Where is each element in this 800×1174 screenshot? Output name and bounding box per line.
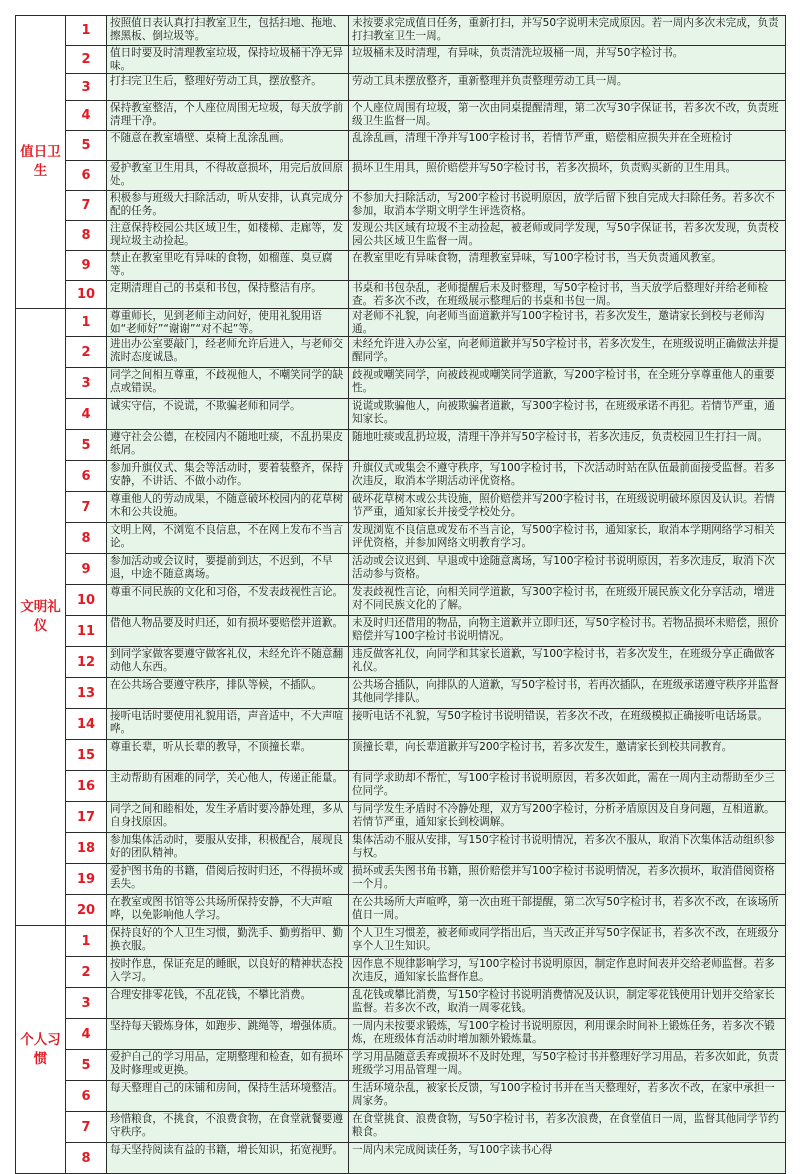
rule-penalty: 未及时归还借用的物品，向物主道歉并立即归还，写50字检讨书。若物品损坏未赔偿，照价赔偿并写100字检讨书说明情况。 [349,616,786,647]
rule-requirement: 进出办公室要敲门，经老师允许后进入，与老师交流时态度诚恳。 [107,337,349,368]
rule-number: 7 [66,1112,107,1143]
rule-penalty: 未按要求完成值日任务，重新打扫，并写50字说明未完成原因。若一周内多次未完成，负责打扫教室卫生一周。 [349,16,786,46]
rule-penalty: 发表歧视性言论，向相关同学道歉，写300字检讨书，在班级开展民族文化分享活动，增进对不同民族文化的了解。 [349,585,786,616]
rule-requirement: 参加活动或会议时，要提前到达，不迟到，不早退，中途不随意离场。 [107,554,349,585]
rule-number: 5 [66,1050,107,1081]
rule-requirement: 尊重长辈，听从长辈的教导，不顶撞长辈。 [107,740,349,771]
rule-number: 13 [66,678,107,709]
table-row [16,337,786,368]
rule-requirement: 接听电话时要使用礼貌用语，声音适中，不大声喧哗。 [107,709,349,740]
rule-number: 2 [66,46,107,74]
rule-number: 9 [66,251,107,281]
rule-requirement: 同学之间和睦相处，发生矛盾时要冷静处理，多从自身找原因。 [107,802,349,833]
rule-requirement: 按照值日表认真打扫教室卫生，包括扫地、拖地、擦黑板、倒垃圾等。 [107,16,349,46]
rule-penalty: 生活环境杂乱，被家长反馈，写100字检讨书并在当天整理好，若多次不改，在家中承担一周家务。 [349,1081,786,1112]
rule-penalty: 个人座位周围有垃圾，第一次由同桌提醒清理，第二次写30字保证书，若多次不改，负责班级卫生监督一周。 [349,101,786,131]
rule-number: 3 [66,368,107,399]
rule-requirement: 尊重他人的劳动成果，不随意破坏校园内的花草树木和公共设施。 [107,492,349,523]
table-row [16,281,786,309]
rule-penalty: 个人卫生习惯差，被老师或同学指出后，当天改正并写50字保证书，若多次不改，在班级分享个人卫生知识。 [349,926,786,957]
rule-number: 5 [66,131,107,161]
table-row [16,926,786,957]
rule-number: 18 [66,833,107,864]
rule-penalty: 公共场合插队，向排队的人道歉，写50字检讨书，若再次插队，在班级承诺遵守秩序并监督其他同学排队。 [349,678,786,709]
rule-requirement: 诚实守信，不说谎，不欺骗老师和同学。 [107,399,349,430]
table-row [16,16,786,46]
rule-requirement: 尊重不同民族的文化和习俗，不发表歧视性言论。 [107,585,349,616]
rule-number: 4 [66,399,107,430]
rule-number: 12 [66,647,107,678]
rule-number: 1 [66,926,107,957]
rule-number: 9 [66,554,107,585]
table-row [16,864,786,895]
rule-penalty: 对老师不礼貌，向老师当面道歉并写100字检讨书，若多次发生，邀请家长到校与老师沟通。 [349,309,786,337]
table-row [16,221,786,251]
rule-number: 10 [66,281,107,309]
rule-number: 3 [66,988,107,1019]
rule-requirement: 尊重师长，见到老师主动问好，使用礼貌用语如“老师好”“谢谢”“对不起”等。 [107,309,349,337]
rule-requirement: 保持教室整洁，个人座位周围无垃圾，每天放学前清理干净。 [107,101,349,131]
table-row [16,46,786,74]
rule-number: 6 [66,1081,107,1112]
table-row [16,191,786,221]
rule-requirement: 积极参与班级大扫除活动，听从安排，认真完成分配的任务。 [107,191,349,221]
rule-penalty: 乱花钱或攀比消费，写150字检讨书说明消费情况及认识，制定零花钱使用计划并交给家长监督。若多次不改，取消一周零花钱。 [349,988,786,1019]
table-row [16,616,786,647]
rule-number: 2 [66,337,107,368]
rule-penalty: 劳动工具未摆放整齐，重新整理并负责整理劳动工具一周。 [349,74,786,101]
rule-requirement: 打扫完卫生后，整理好劳动工具，摆放整齐。 [107,74,349,101]
rule-requirement: 注意保持校园公共区域卫生，如楼梯、走廊等，发现垃圾主动捡起。 [107,221,349,251]
table-row [16,101,786,131]
rule-number: 6 [66,461,107,492]
rule-requirement: 禁止在教室里吃有异味的食物，如榴莲、臭豆腐等。 [107,251,349,281]
rule-requirement: 在教室或图书馆等公共场所保持安静，不大声喧哗，以免影响他人学习。 [107,895,349,926]
rule-requirement: 参加集体活动时，要服从安排，积极配合，展现良好的团队精神。 [107,833,349,864]
rule-penalty: 接听电话不礼貌，写50字检讨书说明错误，若多次不改，在班级模拟正确接听电话场景。 [349,709,786,740]
rule-number: 19 [66,864,107,895]
rule-penalty: 升旗仪式或集会不遵守秩序，写100字检讨书，下次活动时站在队伍最前面接受监督。若多次违反，取消本学期活动评优资格。 [349,461,786,492]
rule-requirement: 按时作息，保证充足的睡眠，以良好的精神状态投入学习。 [107,957,349,988]
rule-requirement: 保持良好的个人卫生习惯，勤洗手、勤剪指甲、勤换衣服。 [107,926,349,957]
rules-table [15,15,786,1174]
table-row [16,1143,786,1174]
rule-penalty: 与同学发生矛盾时不冷静处理，双方写200字检讨，分析矛盾原因及自身问题，互相道歉。若情节严重，通知家长到校调解。 [349,802,786,833]
table-row [16,399,786,430]
rule-penalty: 学习用品随意丢弃或损坏不及时处理，写50字检讨书并整理好学习用品，若多次如此，负责班级学习用品管理一周。 [349,1050,786,1081]
table-row [16,957,786,988]
rule-number: 7 [66,492,107,523]
table-row [16,430,786,461]
table-row [16,1081,786,1112]
rule-penalty: 未经允许进入办公室，向老师道歉并写50字检讨书，若多次发生，在班级说明正确做法并提醒同学。 [349,337,786,368]
rule-requirement: 合理安排零花钱，不乱花钱，不攀比消费。 [107,988,349,1019]
rule-number: 4 [66,101,107,131]
rule-number: 1 [66,309,107,337]
rule-number: 5 [66,430,107,461]
rule-requirement: 每天坚持阅读有益的书籍，增长知识，拓宽视野。 [107,1143,349,1174]
table-row [16,678,786,709]
rule-requirement: 参加升旗仪式、集会等活动时，要着装整齐，保持安静，不讲话、不做小动作。 [107,461,349,492]
rule-penalty: 活动或会议迟到、早退或中途随意离场，写100字检讨书说明原因，若多次违反，取消下次活动参与资格。 [349,554,786,585]
rule-requirement: 珍惜粮食，不挑食，不浪费食物，在食堂就餐要遵守秩序。 [107,1112,349,1143]
rule-number: 8 [66,1143,107,1174]
table-row [16,74,786,101]
rule-number: 11 [66,616,107,647]
category-label: 值日卫生 [16,16,66,309]
table-row [16,523,786,554]
rule-penalty: 因作息不规律影响学习，写100字检讨书说明原因，制定作息时间表并交给老师监督。若多次违反，通知家长监督作息。 [349,957,786,988]
rule-penalty: 集体活动不服从安排，写150字检讨书说明情况，若多次不服从，取消下次集体活动组织参与权。 [349,833,786,864]
rule-number: 4 [66,1019,107,1050]
table-row [16,1019,786,1050]
rule-requirement: 主动帮助有困难的同学，关心他人，传递正能量。 [107,771,349,802]
table-row [16,771,786,802]
table-row [16,1050,786,1081]
table-row [16,988,786,1019]
rule-requirement: 爱护教室卫生用具，不得故意损坏，用完后放回原处。 [107,161,349,191]
category-label: 个人习惯 [16,926,66,1174]
rule-penalty: 顶撞长辈，向长辈道歉并写200字检讨书，若多次发生，邀请家长到校共同教育。 [349,740,786,771]
rule-number: 8 [66,523,107,554]
rule-number: 8 [66,221,107,251]
table-row [16,131,786,161]
rule-penalty: 说谎或欺骗他人，向被欺骗者道歉，写300字检讨书，在班级承诺不再犯。若情节严重，通知家长。 [349,399,786,430]
table-row [16,833,786,864]
rule-requirement: 每天整理自己的床铺和房间，保持生活环境整洁。 [107,1081,349,1112]
rule-penalty: 在食堂挑食、浪费食物，写50字检讨书，若多次浪费，在食堂值日一周，监督其他同学节约粮食。 [349,1112,786,1143]
rule-penalty: 损坏卫生用具，照价赔偿并写50字检讨书，若多次损坏，负责购买新的卫生用具。 [349,161,786,191]
rule-penalty: 发现公共区域有垃圾不主动捡起，被老师或同学发现，写50字保证书，若多次发现，负责校园公共区域卫生监督一周。 [349,221,786,251]
rule-penalty: 随地吐痰或乱扔垃圾，清理干净并写50字检讨书，若多次违反，负责校园卫生打扫一周。 [349,430,786,461]
rule-penalty: 歧视或嘲笑同学，向被歧视或嘲笑同学道歉，写200字检讨书，在全班分享尊重他人的重要性。 [349,368,786,399]
rule-penalty: 不参加大扫除活动，写200字检讨书说明原因，放学后留下独自完成大扫除任务。若多次不参加，取消本学期文明学生评选资格。 [349,191,786,221]
table-row [16,585,786,616]
rule-number: 1 [66,16,107,46]
rule-number: 7 [66,191,107,221]
table-row [16,368,786,399]
table-row [16,251,786,281]
rule-penalty: 一周内未完成阅读任务，写100字读书心得 [349,1143,786,1174]
rule-penalty: 在公共场所大声喧哗，第一次由班干部提醒，第二次写50字检讨书，若多次不改，在该场所值日一周。 [349,895,786,926]
rule-penalty: 乱涂乱画，清理干净并写100字检讨书，若情节严重，赔偿相应损失并在全班检讨 [349,131,786,161]
rule-number: 20 [66,895,107,926]
rule-penalty: 损坏或丢失图书角书籍，照价赔偿并写100字检讨书说明情况，若多次损坏，取消借阅资格一个月。 [349,864,786,895]
table-row [16,461,786,492]
rule-penalty: 一周内未按要求锻炼，写100字检讨书说明原因，利用课余时间补上锻炼任务，若多次不锻炼，在班级体育活动时增加额外锻炼量。 [349,1019,786,1050]
rule-requirement: 定期清理自己的书桌和书包，保持整洁有序。 [107,281,349,309]
rule-requirement: 到同学家做客要遵守做客礼仪，未经允许不随意翻动他人东西。 [107,647,349,678]
rule-penalty: 违反做客礼仪，向同学和其家长道歉，写100字检讨书，若多次发生，在班级分享正确做客礼仪。 [349,647,786,678]
table-row [16,1112,786,1143]
table-row [16,709,786,740]
rule-requirement: 爱护自己的学习用品，定期整理和检查，如有损坏及时修理或更换。 [107,1050,349,1081]
table-row [16,895,786,926]
rule-requirement: 不随意在教室墙壁、桌椅上乱涂乱画。 [107,131,349,161]
rule-penalty: 有同学求助却不帮忙，写100字检讨书说明原因，若多次如此，需在一周内主动帮助至少三位同学。 [349,771,786,802]
table-row [16,161,786,191]
table-row [16,802,786,833]
rule-number: 14 [66,709,107,740]
table-row [16,554,786,585]
table-row [16,492,786,523]
rule-requirement: 值日时要及时清理教室垃圾，保持垃圾桶干净无异味。 [107,46,349,74]
rule-penalty: 破坏花草树木或公共设施，照价赔偿并写200字检讨书，在班级说明破坏原因及认识。若情节严重，通知家长并接受学校处分。 [349,492,786,523]
rule-requirement: 坚持每天锻炼身体，如跑步、跳绳等，增强体质。 [107,1019,349,1050]
rule-requirement: 在公共场合要遵守秩序，排队等候，不插队。 [107,678,349,709]
rule-requirement: 同学之间相互尊重，不歧视他人，不嘲笑同学的缺点或错误。 [107,368,349,399]
rule-number: 10 [66,585,107,616]
table-row [16,740,786,771]
rule-number: 3 [66,74,107,101]
rules-table-body [16,16,786,1174]
rule-penalty: 书桌和书包杂乱，老师提醒后未及时整理，写50字检讨书，当天放学后整理好并给老师检查。若多次不改，在班级展示整理后的书桌和书包一周。 [349,281,786,309]
rule-number: 6 [66,161,107,191]
rule-requirement: 爱护图书角的书籍，借阅后按时归还，不得损坏或丢失。 [107,864,349,895]
category-label: 文明礼仪 [16,309,66,926]
rule-penalty: 在教室里吃有异味食物，清理教室异味，写100字检讨书，当天负责通风教室。 [349,251,786,281]
rule-penalty: 垃圾桶未及时清理，有异味，负责清洗垃圾桶一周，并写50字检讨书。 [349,46,786,74]
rule-number: 2 [66,957,107,988]
table-row [16,309,786,337]
rule-requirement: 遵守社会公德，在校园内不随地吐痰，不乱扔果皮纸屑。 [107,430,349,461]
rule-number: 17 [66,802,107,833]
rule-penalty: 发现浏览不良信息或发布不当言论，写500字检讨书，通知家长，取消本学期网络学习相关评优资格，并参加网络文明教育学习。 [349,523,786,554]
rule-number: 16 [66,771,107,802]
rule-requirement: 借他人物品要及时归还，如有损坏要赔偿并道歉。 [107,616,349,647]
rule-requirement: 文明上网，不浏览不良信息，不在网上发布不当言论。 [107,523,349,554]
table-row [16,647,786,678]
rule-number: 15 [66,740,107,771]
